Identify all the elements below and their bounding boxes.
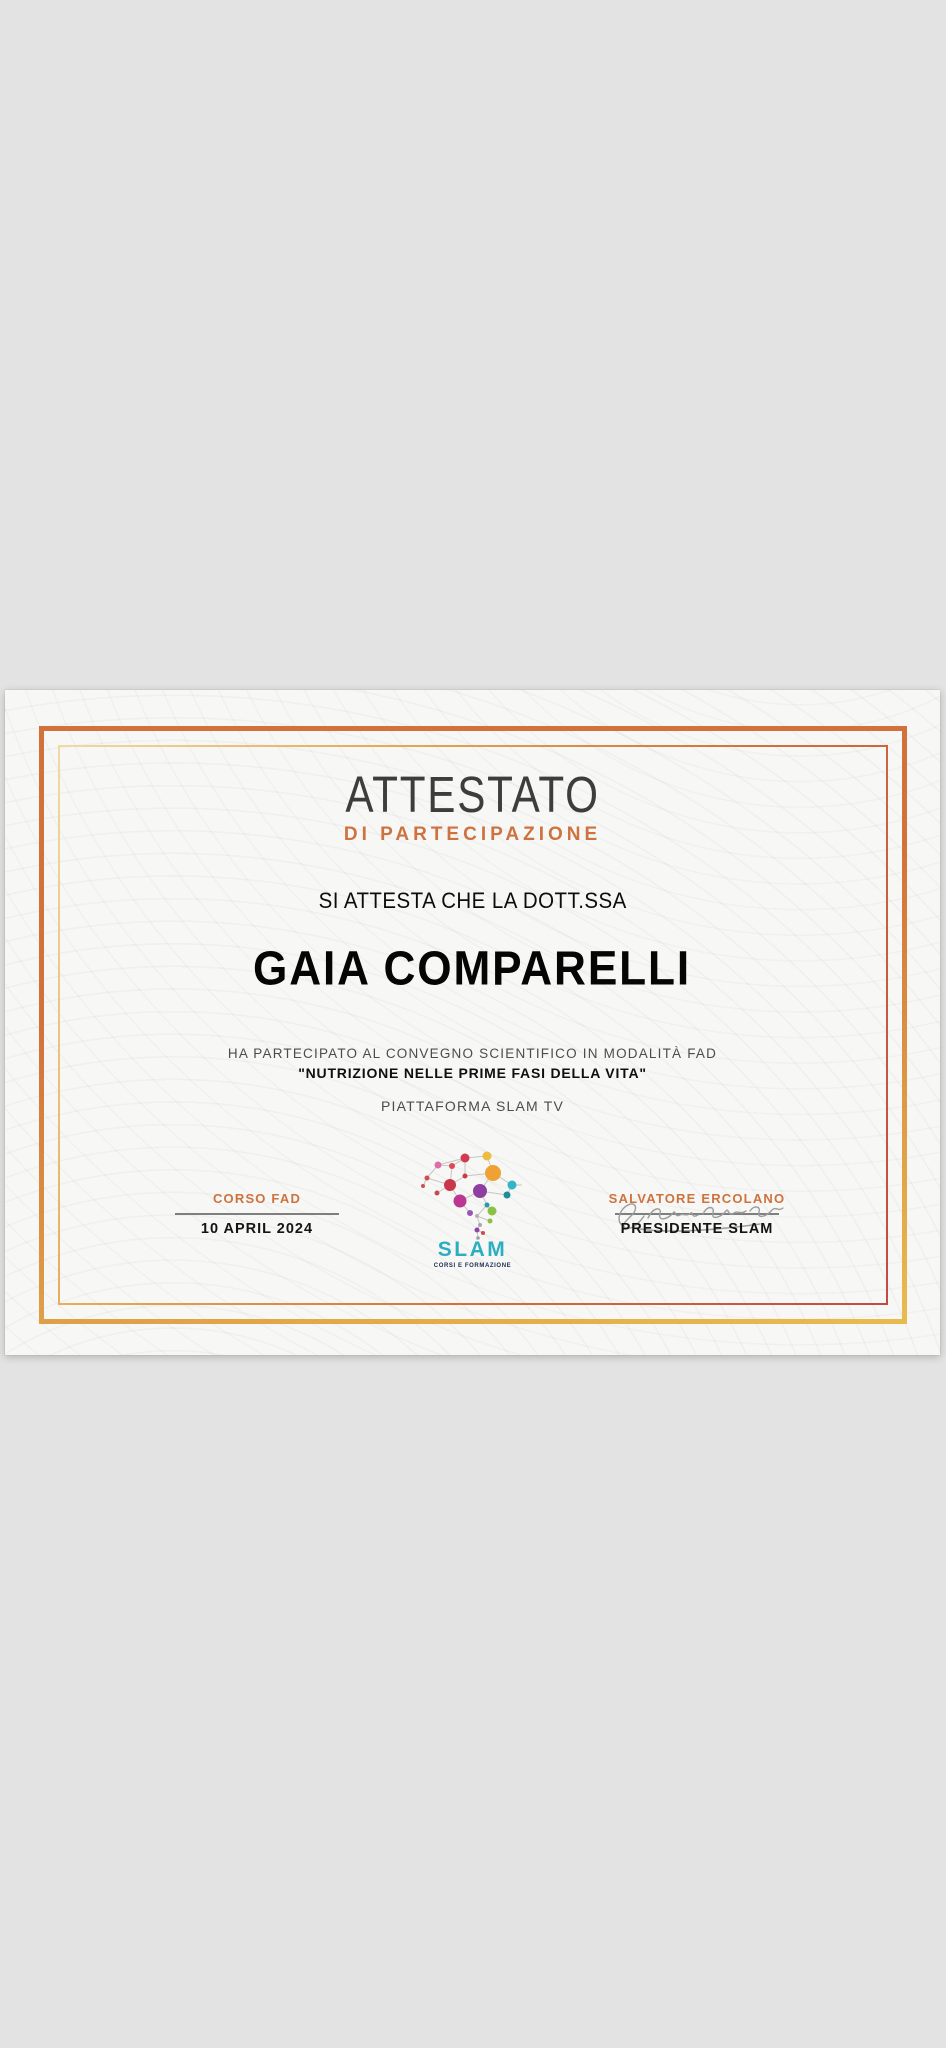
attestation-line-text: SI ATTESTA CHE LA DOTT.SSA [318, 888, 627, 913]
certificate-subtitle: DI PARTECIPAZIONE [343, 824, 602, 845]
signatory-name-label: SALVATORE ERCOLANO [608, 1191, 786, 1206]
certificate [5, 690, 940, 1355]
attestation-line [5, 890, 940, 912]
course-date-block [152, 1192, 362, 1262]
certificate-title-text: ATTESTATO [345, 767, 600, 824]
brain-dots-logo-icon [415, 1143, 530, 1243]
course-type-label: CORSO FAD [212, 1191, 302, 1206]
signature-block [592, 1192, 802, 1262]
recipient-name [5, 940, 940, 995]
slam-wordmark: SLAM [437, 1238, 508, 1261]
course-date-value: 10 APRIL 2024 [200, 1221, 314, 1237]
body-line-2: "NUTRIZIONE NELLE PRIME FASI DELLA VITA" [298, 1065, 647, 1081]
date-separator-line [175, 1213, 339, 1215]
body-line-3: PIATTAFORMA SLAM TV [380, 1098, 565, 1114]
slam-logo [385, 1143, 560, 1269]
body-line-1: HA PARTECIPATO AL CONVEGNO SCIENTIFICO IN MODALITÀ FAD [227, 1046, 718, 1061]
signatory-title: PRESIDENTE SLAM [620, 1221, 774, 1237]
certificate-title [5, 767, 940, 824]
recipient-name-text: GAIA COMPARELLI [253, 940, 692, 995]
slam-tagline: CORSI E FORMAZIONE [433, 1263, 512, 1269]
